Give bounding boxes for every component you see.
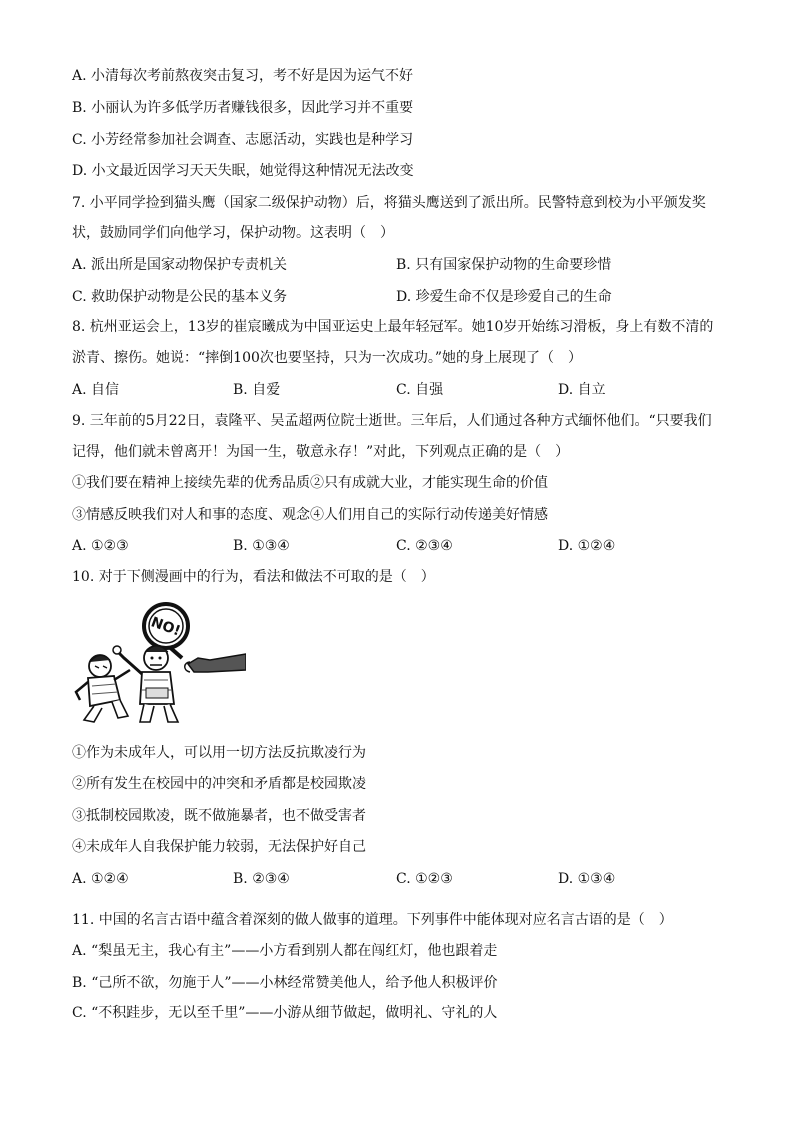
q10-option-d: D. ①③④ xyxy=(558,871,616,887)
q8-stem-line2: 淤青、擦伤。她说：“摔倒100次也要坚持，只为一次成功。”她的身上展现了（ ） xyxy=(72,350,583,366)
q9-stem-line1: 9. 三年前的5月22日，袁隆平、吴孟超两位院士逝世。三年后，人们通过各种方式缅怀他们。“只要我们 xyxy=(72,413,712,429)
q10-statement-1: ①作为未成年人，可以用一切方法反抗欺凌行为 xyxy=(72,745,366,761)
q6-option-c: C. 小芳经常参加社会调查、志愿活动，实践也是种学习 xyxy=(72,132,414,148)
no-sign-icon xyxy=(144,604,188,648)
q10-statement-2: ②所有发生在校园中的冲突和矛盾都是校园欺凌 xyxy=(72,776,366,792)
hand-icon xyxy=(166,644,246,672)
q11-option-c: C. “不积跬步，无以至千里”——小游从细节做起，做明礼、守礼的人 xyxy=(72,1005,498,1021)
q9-option-a: A. ①②③ xyxy=(72,538,129,554)
q8-option-d: D. 自立 xyxy=(558,382,606,398)
q6-option-b: B. 小丽认为许多低学历者赚钱很多，因此学习并不重要 xyxy=(72,100,414,116)
q8-option-c: C. 自强 xyxy=(396,382,444,398)
q9-statement-line2: ③情感反映我们对人和事的态度、观念④人们用自己的实际行动传递美好情感 xyxy=(72,507,548,523)
q8-option-a: A. 自信 xyxy=(72,382,120,398)
q9-statement-line1: ①我们要在精神上接续先辈的优秀品质②只有成就大业，才能实现生命的价值 xyxy=(72,475,548,491)
q11-stem: 11. 中国的名言古语中蕴含着深刻的做人做事的道理。下列事件中能体现对应名言古语的是（ ） xyxy=(72,912,673,928)
q7-option-d: D. 珍爱生命不仅是珍爱自己的生命 xyxy=(396,289,612,305)
victim-figure-icon xyxy=(76,655,130,722)
q9-option-c: C. ②③④ xyxy=(396,538,453,554)
anti-bullying-cartoon xyxy=(70,596,246,726)
q7-option-b: B. 只有国家保护动物的生命要珍惜 xyxy=(396,257,612,273)
q9-option-d: D. ①②④ xyxy=(558,538,616,554)
q6-option-a: A. 小清每次考前熬夜突击复习，考不好是因为运气不好 xyxy=(72,68,414,84)
q7-option-a: A. 派出所是国家动物保护专责机关 xyxy=(72,257,288,273)
q10-option-c: C. ①②③ xyxy=(396,871,453,887)
q7-option-c: C. 救助保护动物是公民的基本义务 xyxy=(72,289,288,305)
q10-statement-3: ③抵制校园欺凌，既不做施暴者，也不做受害者 xyxy=(72,808,366,824)
no-sign-text: NO! xyxy=(148,614,183,640)
q9-stem-line2: 记得，他们就未曾离开！为国一生，敬意永存！”对此，下列观点正确的是（ ） xyxy=(72,444,570,460)
q8-option-b: B. 自爱 xyxy=(233,382,281,398)
q9-option-b: B. ①③④ xyxy=(233,538,290,554)
q8-stem-line1: 8. 杭州亚运会上，13岁的崔宸曦成为中国亚运史上最年轻冠军。她10岁开始练习滑板，身上有数不清的 xyxy=(72,319,714,335)
q6-option-d: D. 小文最近因学习天天失眠，她觉得这种情况无法改变 xyxy=(72,163,414,179)
q7-stem-line2: 状，鼓励同学们向他学习，保护动物。这表明（ ） xyxy=(72,225,394,241)
q10-statement-4: ④未成年人自我保护能力较弱，无法保护好自己 xyxy=(72,839,366,855)
q11-option-b: B. “己所不欲，勿施于人”——小林经常赞美他人，给予他人积极评价 xyxy=(72,975,498,991)
q10-option-b: B. ②③④ xyxy=(233,871,290,887)
q7-stem-line1: 7. 小平同学捡到猫头鹰（国家二级保护动物）后，将猫头鹰送到了派出所。民警特意到校为小平颁发奖 xyxy=(72,195,706,211)
q10-option-a: A. ①②④ xyxy=(72,871,129,887)
q10-stem: 10. 对于下侧漫画中的行为，看法和做法不可取的是（ ） xyxy=(72,569,435,585)
q11-option-a: A. “梨虽无主，我心有主”——小方看到别人都在闯红灯，他也跟着走 xyxy=(72,943,498,959)
